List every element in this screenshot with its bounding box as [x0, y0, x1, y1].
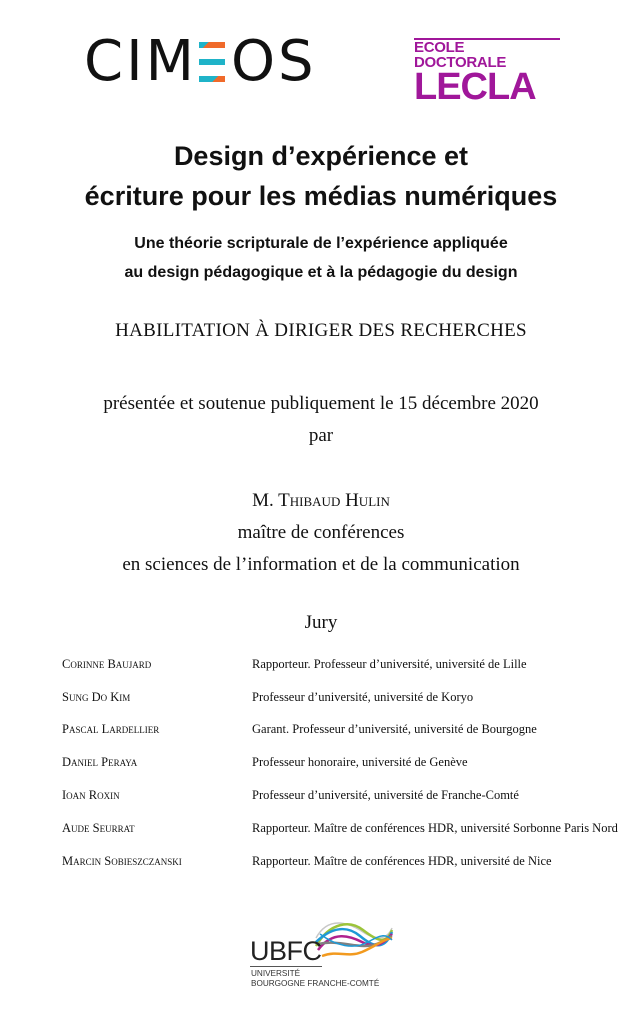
author-name: M. Thibaud Hulin [252, 490, 390, 511]
jury-member-name: Sung Do Kim [62, 689, 131, 704]
ubfc-divider [250, 966, 322, 967]
e-mark-bar-top [199, 42, 225, 48]
jury-member-name: Marcin Sobieszczanski [62, 853, 182, 868]
jury-row [62, 714, 642, 747]
jury-heading: Jury [304, 612, 338, 633]
jury-row [62, 648, 642, 681]
lecla-logo-line2: LECLA [414, 66, 536, 108]
jury-member-name: Daniel Peraya [62, 755, 138, 770]
lecla-logo-line1: ECOLE DOCTORALE [414, 38, 560, 70]
title-line-1: Design d’expérience et [173, 141, 469, 171]
document-title [0, 136, 642, 216]
jury-member-role: Rapporteur. Professeur d’université, université de Lille [252, 656, 527, 671]
e-mark-bar-middle [199, 59, 225, 65]
title-line-2: écriture pour les médias numériques [84, 181, 558, 211]
defense-by-line: par [308, 425, 334, 446]
jury-row [62, 681, 642, 714]
ubfc-subtitle-line-2: BOURGOGNE FRANCHE-COMTÉ [251, 979, 380, 988]
jury-member-name: Corinne Baujard [62, 656, 152, 671]
lecla-logo [414, 38, 560, 108]
ubfc-subtitle [251, 969, 379, 989]
jury-member-name: Ioan Roxin [62, 788, 120, 803]
defense-date-line: présentée et soutenue publiquement le 15 décembre 2020 [103, 393, 539, 414]
ubfc-subtitle-line-1: UNIVERSITÉ [251, 969, 301, 978]
author-block [0, 485, 642, 581]
jury-member-name: Aude Seurrat [62, 820, 135, 835]
ubfc-logo [250, 916, 400, 991]
jury-member-role: Professeur honoraire, université de Genève [252, 755, 468, 770]
document-subtitle [0, 229, 642, 287]
degree-heading: HABILITATION À DIRIGER DES RECHERCHES [115, 320, 527, 341]
cimeos-e-mark-icon [199, 42, 225, 82]
cimeos-logo-right: OS [230, 29, 317, 94]
ubfc-wordmark: UBFC [250, 936, 322, 966]
subtitle-line-1: Une théorie scripturale de l’expérience appliquée [134, 235, 508, 252]
jury-member-role: Garant. Professeur d’université, université de Bourgogne [252, 722, 537, 737]
jury-member-role: Rapporteur. Maître de conférences HDR, université de Nice [252, 853, 552, 868]
cimeos-logo [84, 29, 317, 94]
defense-info [0, 388, 642, 452]
jury-member-role: Professeur d’université, université de Franche-Comté [252, 788, 519, 803]
cimeos-logo-left: CIM [84, 29, 197, 94]
jury-member-role: Rapporteur. Maître de conférences HDR, université Sorbonne Paris Nord [252, 820, 618, 835]
jury-row [62, 779, 642, 812]
jury-member-name: Pascal Lardellier [62, 722, 160, 737]
e-mark-bar-bottom [199, 76, 225, 82]
author-field: en sciences de l’information et de la communication [122, 554, 520, 575]
author-position: maître de conférences [237, 522, 405, 543]
jury-row [62, 845, 642, 878]
jury-row [62, 746, 642, 779]
jury-list [62, 648, 642, 878]
jury-row [62, 812, 642, 845]
jury-member-role: Professeur d’université, université de Koryo [252, 689, 474, 704]
subtitle-line-2: au design pédagogique et à la pédagogie du design [124, 264, 518, 281]
